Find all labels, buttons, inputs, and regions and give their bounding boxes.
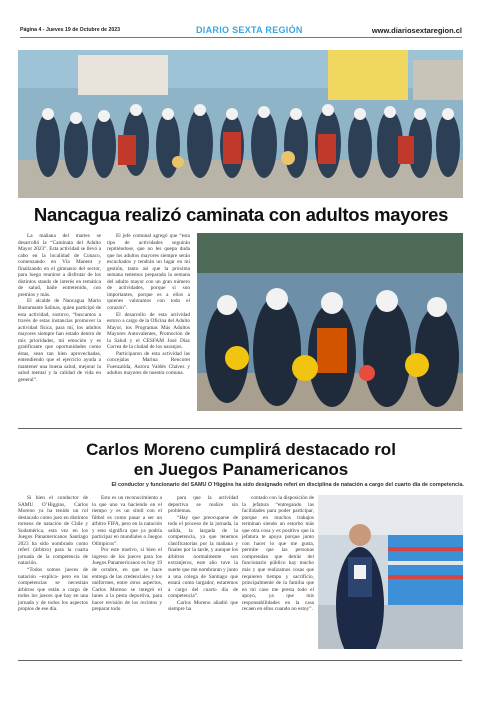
article2-headline (18, 440, 464, 480)
paragraph: “Todos somos jueces de natación –explica- pero en las competencias se necesitan árbitros que están a cargo de todos los jueces que hay en una jornada y de todos los aspectos propios de ese día. (18, 567, 88, 613)
paragraph: El alcalde de Nancagua Mario Bustamante Salinas, quien participó de esta actividad, sostuvo, “buscamos a través de estas instancias promover la actividad física, para mí, los adultos mayores siempre han estado dentro de mis prioridades, mi emoción y es gratificante que oportunidades como éstas, sean tan bien aprovechadas, entendiendo que el ejercicio ayuda a mantener una buena salud, mejorar la salud mental y la calidad de vida en general”. (18, 298, 101, 384)
paragraph: Si bien el conductor de SAMU O’Higgins, Carlos Moreno ya ha tenido un rol destacado como juez en distintos torneos de natación de Chile y Sudamérica, esta vez en los Juegos Panamericanos Santiago 2023 ha sido nombrado como referí (árbitro) para la cuarta jornada de la competencia de natación. (18, 495, 88, 567)
article1-headline: Nancagua realizó caminata con adultos mayores (33, 204, 449, 225)
website-url: www.diariosextaregion.cl (371, 26, 462, 35)
article2-column-4 (242, 495, 314, 613)
referee-photo (318, 495, 463, 649)
masthead-title: DIARIO SEXTA REGIÓN (196, 25, 303, 35)
bottom-rule (18, 660, 462, 661)
paragraph: “Hay que preocuparse de todo el proceso de la jornada, la salida, la largada de la competencia, ya que tenemos clasificatorias por la mañana y finales por la tarde, y aunque los árbitros normalmente son extranjeros, este año tuve la suerte que me nombraran y junto a una colega de Santiago que estará como largador, estaremos a cargo del cuarto día de competencia”. (168, 514, 238, 600)
headline-line-1: Carlos Moreno cumplirá destacado rol (86, 440, 396, 459)
paragraph: Esto es un reconocimiento a lo que uno va haciendo en el tiempo y es un símil con el fútbol es como pasar a ser un árbitro FIFA, pero en la natación y esto significa que ya podría participar en mundiales o Juegos Olímpicos”. (92, 495, 162, 547)
paragraph: Por este motivo, si bien el ingreso de los jueces para los Juegos Panamericanos es hoy 19 de octubre, en que se hace entrega de las credenciales y los uniformes, entre otros aspectos, Carlos Moreno se integró el lunes a la pesta deportiva, para hacer revisión de los recintos y preparar todo (92, 547, 162, 613)
paragraph: La mañana del martes se desarrolló la “Caminata del Adulto Mayor 2023”. Esta actividad se llevó a cabo en la localidad de Cunaco, comenzando en Vía Manent y finalizando en el gimnasio del sector, para luego reunirse a disfrutar de los distintos stands de interés en temática de salud, baile entretenido, con premios y más. (18, 233, 101, 298)
article2-column-2 (92, 495, 162, 613)
paragraph: contado con la disposición de la jefatura “entregando las facilidades para poder participar, porque en muchos trabajos terminan siendo un estorbo más que otra cosa y es positivo que la jefatura te apoya porque junto con hacer lo que me gusta, permite que las personas comprendan que detrás del funcionario público hay mucho más y que realizamos cosas que requieren tiempo y sacrificio, principalmente de la familia que en mi caso me presta todo el apoyo, ya que mis responsabilidades en la casa recaen en ellos cuando no estoy”. (242, 495, 314, 613)
paragraph: Participaron de esta actividad las concejalas Marina Rencoret Fuenzalida, Aurora Valdés Chávez y adultos mayores de nuestra comuna. (107, 350, 190, 377)
seniors-photo (197, 233, 463, 411)
article2-column-1 (18, 495, 88, 613)
article1-column-2 (107, 233, 190, 377)
article2-subheadline: El conductor y funcionario del SAMU O´Higgins ha sido designado referí en disciplina de natación a cargo del cuarto día de competencia. (111, 482, 464, 488)
paragraph: Carlos Moreno añadió que siempre ha (168, 599, 238, 613)
headline-line-2: en Juegos Panamericanos (133, 460, 349, 479)
page-date: Página 4 - Jueves 19 de Octubre de 2023 (20, 27, 121, 33)
paragraph: para que la actividad deportiva se realice sin problemas. (168, 495, 238, 515)
section-divider (18, 428, 462, 429)
article2-column-3 (168, 495, 238, 613)
article1-column-1 (18, 233, 101, 384)
group-photo-main (18, 50, 463, 198)
page-header (20, 27, 462, 41)
header-rule (20, 37, 462, 38)
paragraph: El jefe comunal agregó que “esta tipo de actividades seguirán repitiéndose, que no les quepa duda que los adultos mayores siempre serán escuchados y tendrán un lugar en mi gestión, tanto así que la próxima semana tenemos preparada la semana del adulto mayor con un gran número de actividades, porque si son importantes, porque es a ellos a quienes valoramos con todo el corazón”. (107, 233, 190, 312)
paragraph: El desarrollo de esta actividad estuvo a cargo de la Oficina del Adulto Mayor, los Programas Más Adultos Mayores Autovalentes, Promoción de la Salud y el CESFAM José Díaz Correa de la ciudad de los naranjos. (107, 311, 190, 351)
